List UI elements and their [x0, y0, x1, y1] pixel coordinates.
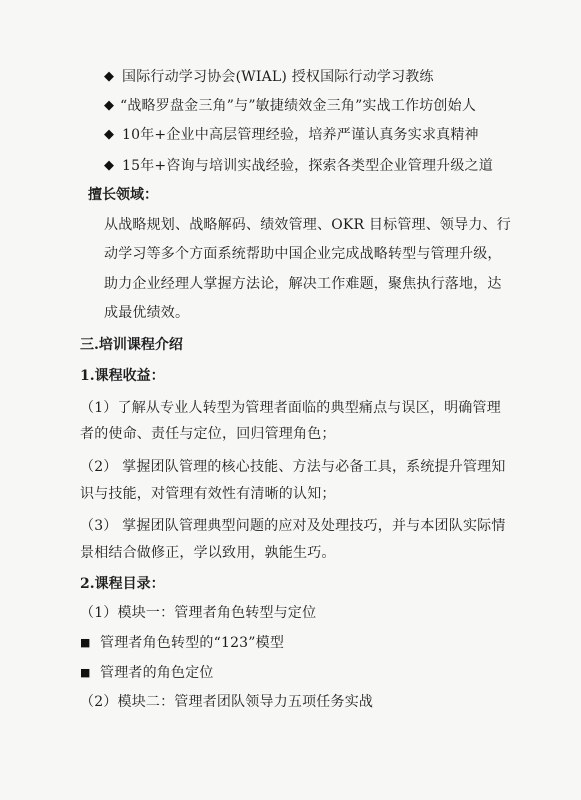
diamond-bullet-icon: ◆ — [104, 127, 114, 142]
expertise-line: 成最优绩效。 — [104, 305, 190, 321]
section-heading: 三.培训课程介绍 — [80, 337, 183, 353]
credential-item: 15年+咨询与培训实战经验，探索各类型企业管理升级之道 — [122, 158, 493, 174]
outline-item: 管理者角色转型的“123”模型 — [100, 635, 285, 651]
diamond-bullet-icon: ◆ — [104, 158, 114, 173]
expertise-line: 从战略规划、战略解码、绩效管理、OKR 目标管理、领导力、行 — [104, 217, 511, 233]
benefit-line: 景相结合做修正，学以致用，孰能生巧。 — [80, 545, 336, 561]
expertise-heading: 擅长领域： — [88, 187, 158, 203]
square-bullet-icon: ■ — [80, 636, 91, 649]
module-title: （2）模块二：管理者团队领导力五项任务实战 — [80, 694, 374, 710]
benefit-line: 识与技能，对管理有效性有清晰的认知； — [80, 486, 336, 502]
benefit-line: （1）了解从专业人转型为管理者面临的典型痛点与误区，明确管理 — [80, 400, 501, 416]
expertise-line: 动学习等多个方面系统帮助中国企业完成战略转型与管理升级， — [104, 246, 502, 262]
credential-item: 10年+企业中高层管理经验，培养严谨认真务实求真精神 — [122, 127, 479, 143]
benefits-heading: 1.课程收益： — [80, 368, 165, 384]
square-bullet-icon: ■ — [80, 666, 91, 679]
benefit-line: （2） 掌握团队管理的核心技能、方法与必备工具，系统提升管理知 — [80, 459, 506, 475]
outline-heading: 2.课程目录： — [80, 576, 165, 592]
module-title: （1）模块一：管理者角色转型与定位 — [80, 605, 317, 621]
benefit-line: 者的使命、责任与定位，回归管理角色； — [80, 426, 336, 442]
diamond-bullet-icon: ◆ — [104, 98, 114, 113]
outline-item: 管理者的角色定位 — [100, 665, 214, 681]
credential-item: 国际行动学习协会(WIAL) 授权国际行动学习教练 — [122, 69, 434, 85]
credential-item: “战略罗盘金三角”与”敏捷绩效金三角”实战工作坊创始人 — [120, 98, 477, 114]
benefit-line: （3） 掌握团队管理典型问题的应对及处理技巧，并与本团队实际情 — [80, 518, 506, 534]
expertise-line: 助力企业经理人掌握方法论，解决工作难题，聚焦执行落地，达 — [104, 276, 502, 292]
diamond-bullet-icon: ◆ — [104, 69, 114, 84]
